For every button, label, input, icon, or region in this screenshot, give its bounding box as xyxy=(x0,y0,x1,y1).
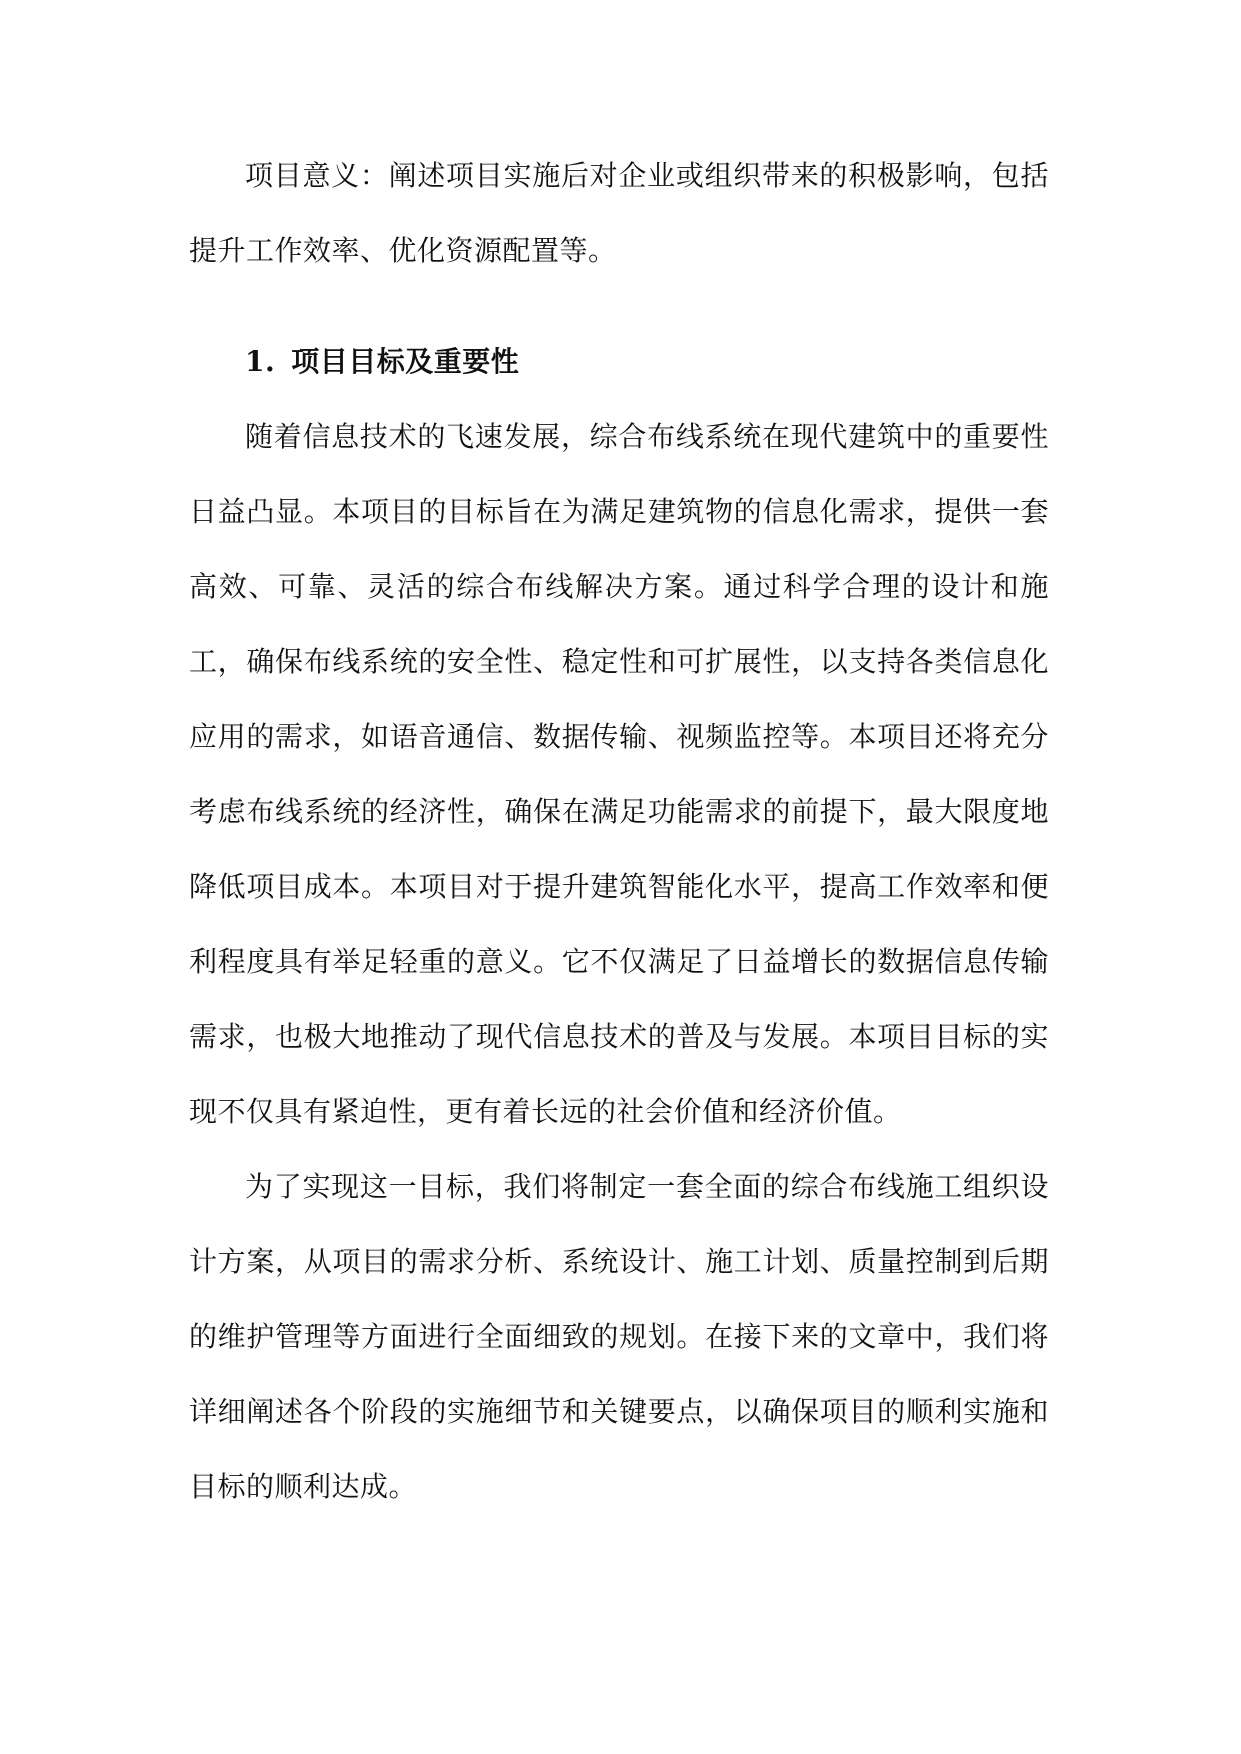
section-heading xyxy=(245,324,1049,399)
section-title: 项目目标及重要性 xyxy=(291,345,520,378)
document-body xyxy=(189,138,1049,1524)
intro-paragraph: 项目意义：阐述项目实施后对企业或组织带来的积极影响，包括提升工作效率、优化资源配置等。 xyxy=(189,159,1049,267)
body-paragraph-plan: 为了实现这一目标，我们将制定一套全面的综合布线施工组织设计方案，从项目的需求分析、系统设计、施工计划、质量控制到后期的维护管理等方面进行全面细致的规划。在接下来的文章中，我们将详细阐述各个阶段的实施细节和关键要点，以确保项目的顺利实施和目标的顺利达成。 xyxy=(189,1170,1049,1503)
section-number: 1. xyxy=(245,345,276,378)
body-paragraph-goals: 随着信息技术的飞速发展，综合布线系统在现代建筑中的重要性日益凸显。本项目的目标旨在为满足建筑物的信息化需求，提供一套高效、可靠、灵活的综合布线解决方案。通过科学合理的设计和施工，确保布线系统的安全性、稳定性和可扩展性，以支持各类信息化应用的需求，如语音通信、数据传输、视频监控等。本项目还将充分考虑布线系统的经济性，确保在满足功能需求的前提下，最大限度地降低项目成本。本项目对于提升建筑智能化水平，提高工作效率和便利程度具有举足轻重的意义。它不仅满足了日益增长的数据信息传输需求，也极大地推动了现代信息技术的普及与发展。本项目目标的实现不仅具有紧迫性，更有着长远的社会价值和经济价值。 xyxy=(189,420,1049,1128)
